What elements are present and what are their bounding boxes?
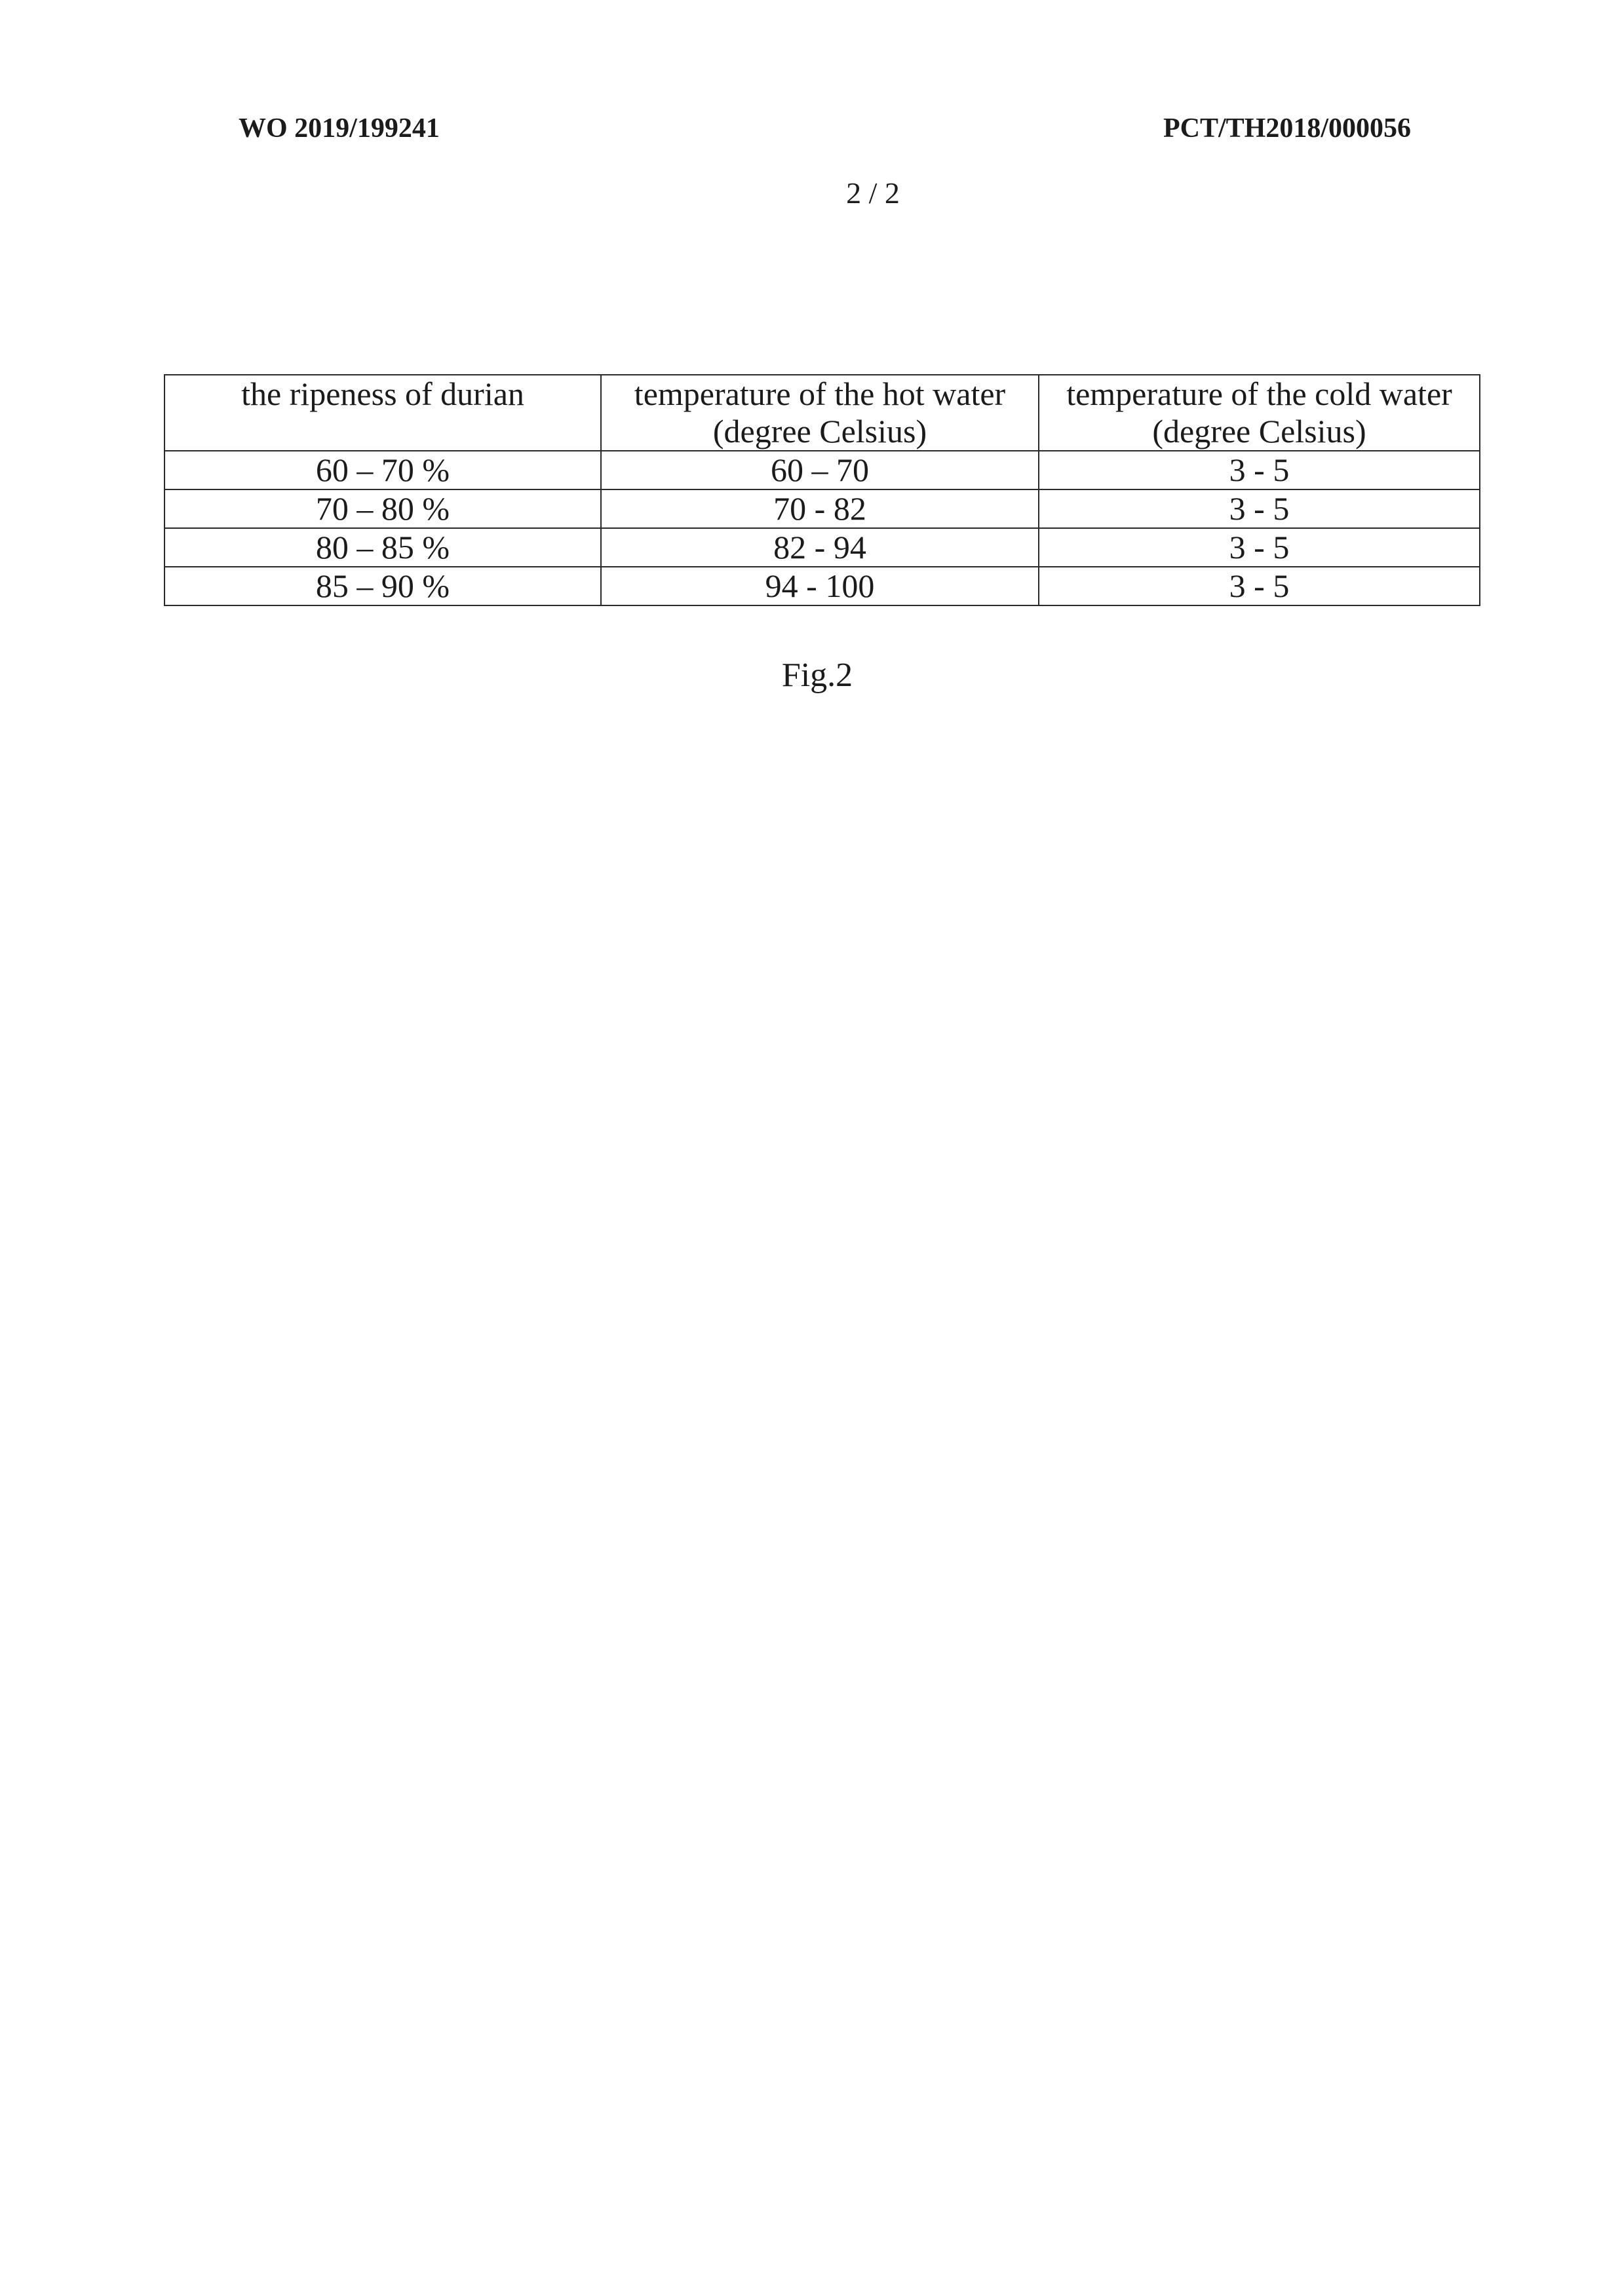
- hot-water-cell: 94 - 100: [601, 567, 1039, 605]
- cold-water-cell: 3 - 5: [1039, 528, 1480, 567]
- ripeness-cell: 60 – 70 %: [164, 451, 601, 489]
- figure-label: Fig.2: [781, 657, 853, 694]
- table-header-row: [164, 375, 1480, 451]
- header-ripeness: [164, 375, 601, 451]
- header-cold-water-unit: (degree Celsius): [1152, 413, 1366, 450]
- table-row: [164, 451, 1480, 489]
- header-hot-water-label: temperature of the hot water: [634, 375, 1006, 412]
- application-number: PCT/TH2018/000056: [1163, 113, 1411, 144]
- ripeness-cell: 85 – 90 %: [164, 567, 601, 605]
- cold-water-cell: 3 - 5: [1039, 451, 1480, 489]
- ripeness-cell: 80 – 85 %: [164, 528, 601, 567]
- table-row: [164, 567, 1480, 605]
- ripeness-cell: 70 – 80 %: [164, 489, 601, 528]
- hot-water-cell: 82 - 94: [601, 528, 1039, 567]
- sheet-number: 2 / 2: [846, 176, 900, 210]
- cold-water-cell: 3 - 5: [1039, 489, 1480, 528]
- publication-number: WO 2019/199241: [239, 113, 440, 144]
- ripeness-temperature-table: [164, 374, 1480, 606]
- table-row: [164, 489, 1480, 528]
- header-hot-water-unit: (degree Celsius): [712, 413, 927, 450]
- header-hot-water-temperature: [601, 375, 1039, 451]
- header-cold-water-temperature: [1039, 375, 1480, 451]
- cold-water-cell: 3 - 5: [1039, 567, 1480, 605]
- header-ripeness-label: the ripeness of durian: [241, 375, 524, 412]
- table-row: [164, 528, 1480, 567]
- hot-water-cell: 60 – 70: [601, 451, 1039, 489]
- header-cold-water-label: temperature of the cold water: [1066, 375, 1452, 412]
- hot-water-cell: 70 - 82: [601, 489, 1039, 528]
